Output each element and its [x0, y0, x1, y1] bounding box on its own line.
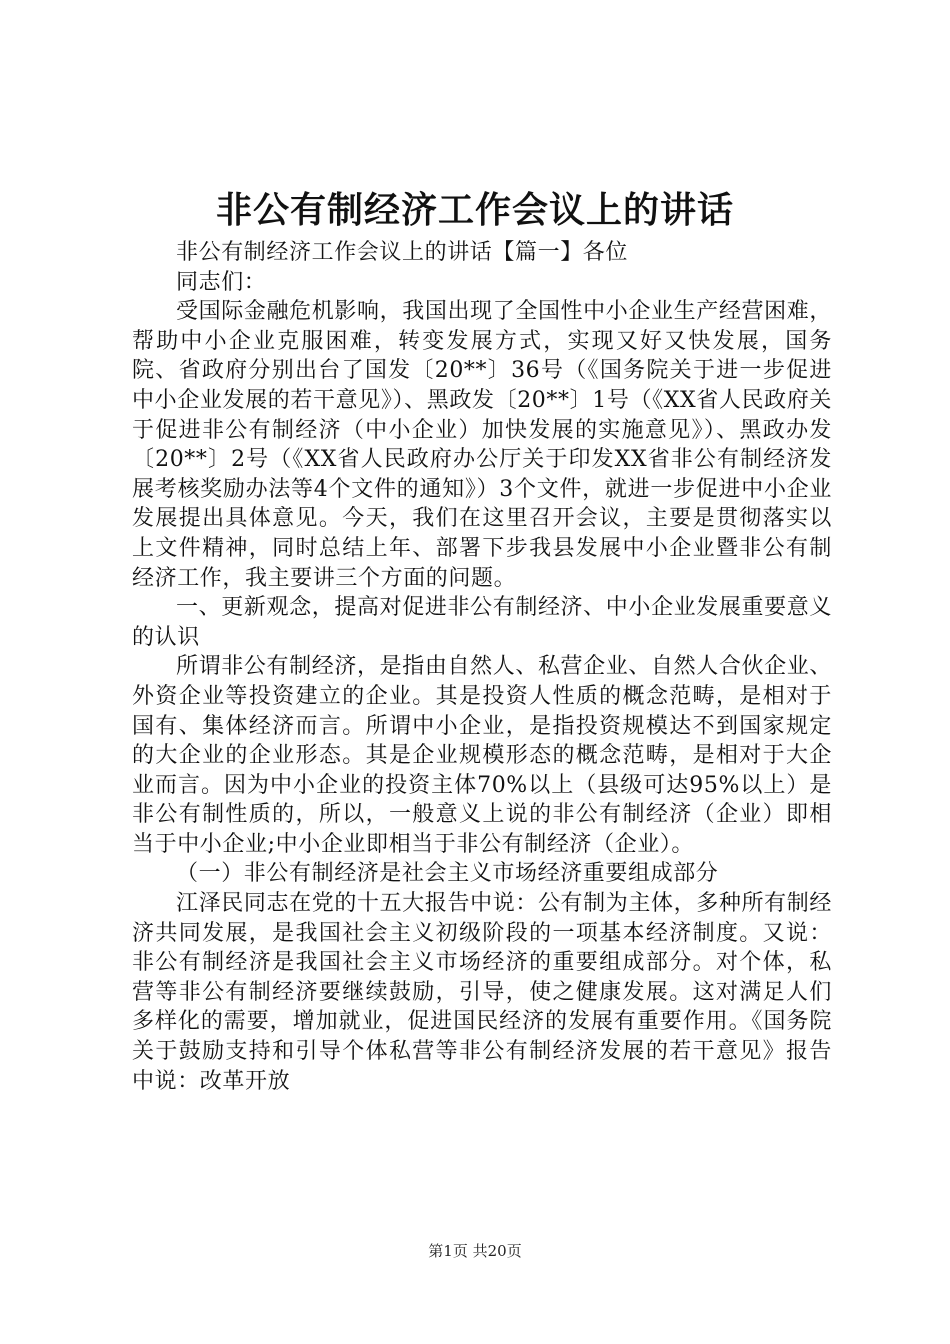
paragraph-heading-line: 非公有制经济工作会议上的讲话【篇一】各位: [176, 240, 629, 265]
document-body: [132, 238, 832, 1096]
paragraph-salutation: 同志们：: [176, 269, 267, 295]
subsection-heading-1: （一）非公有制经济是社会主义市场经济重要组成部分: [176, 861, 719, 887]
paragraph-intro: 受国际金融危机影响，我国出现了全国性中小企业生产经营困难，帮助中小企业克服困难，转变发展方式，实现又好又快发展，国务院、省政府分别出台了国发〔20**〕36号（《国务院关于进一步促进中小企业发展的若干意见》）、黑政发〔20**〕1号（《XX省人民政府关于促进非公有制经济（中小企业）加快发展的实施意见》）、黑政办发〔20**〕2号（《XX省人民政府办公厅关于印发XX省非公有制经济发展考核奖励办法等4个文件的通知》）3个文件，就进一步促进中小企业发展提出具体意见。今天，我们在这里召开会议，主要是贯彻落实以上文件精神，同时总结上年、部署下步我县发展中小企业暨非公有制经济工作，我主要讲三个方面的问题。: [132, 299, 832, 591]
page-footer: 第1页 共20页: [428, 1242, 522, 1260]
paragraph-quote: 江泽民同志在党的十五大报告中说：公有制为主体，多种所有制经济共同发展，是我国社会主义初级阶段的一项基本经济制度。又说：非公有制经济是我国社会主义市场经济的重要组成部分。对个体，私营等非公有制经济要继续鼓励，引导，使之健康发展。这对满足人们多样化的需要，增加就业，促进国民经济的发展有重要作用。《国务院关于鼓励支持和引导个体私营等非公有制经济发展的若干意见》报告中说：改革开放: [132, 891, 832, 1094]
section-heading-1: 一、更新观念，提高对促进非公有制经济、中小企业发展重要意义的认识: [132, 595, 832, 650]
document-title: 非公有制经济工作会议上的讲话: [215, 189, 734, 231]
paragraph-definition: 所谓非公有制经济，是指由自然人、私营企业、自然人合伙企业、外资企业等投资建立的企业。其是投资人性质的概念范畴，是相对于国有、集体经济而言。所谓中小企业，是指投资规模达不到国家规定的大企业的企业形态。其是企业规模形态的概念范畴，是相对于大企业而言。因为中小企业的投资主体70%以上（县级可达95%以上）是非公有制性质的，所以，一般意义上说的非公有制经济（企业）即相当于中小企业;中小企业即相当于非公有制经济（企业）。: [132, 654, 832, 857]
